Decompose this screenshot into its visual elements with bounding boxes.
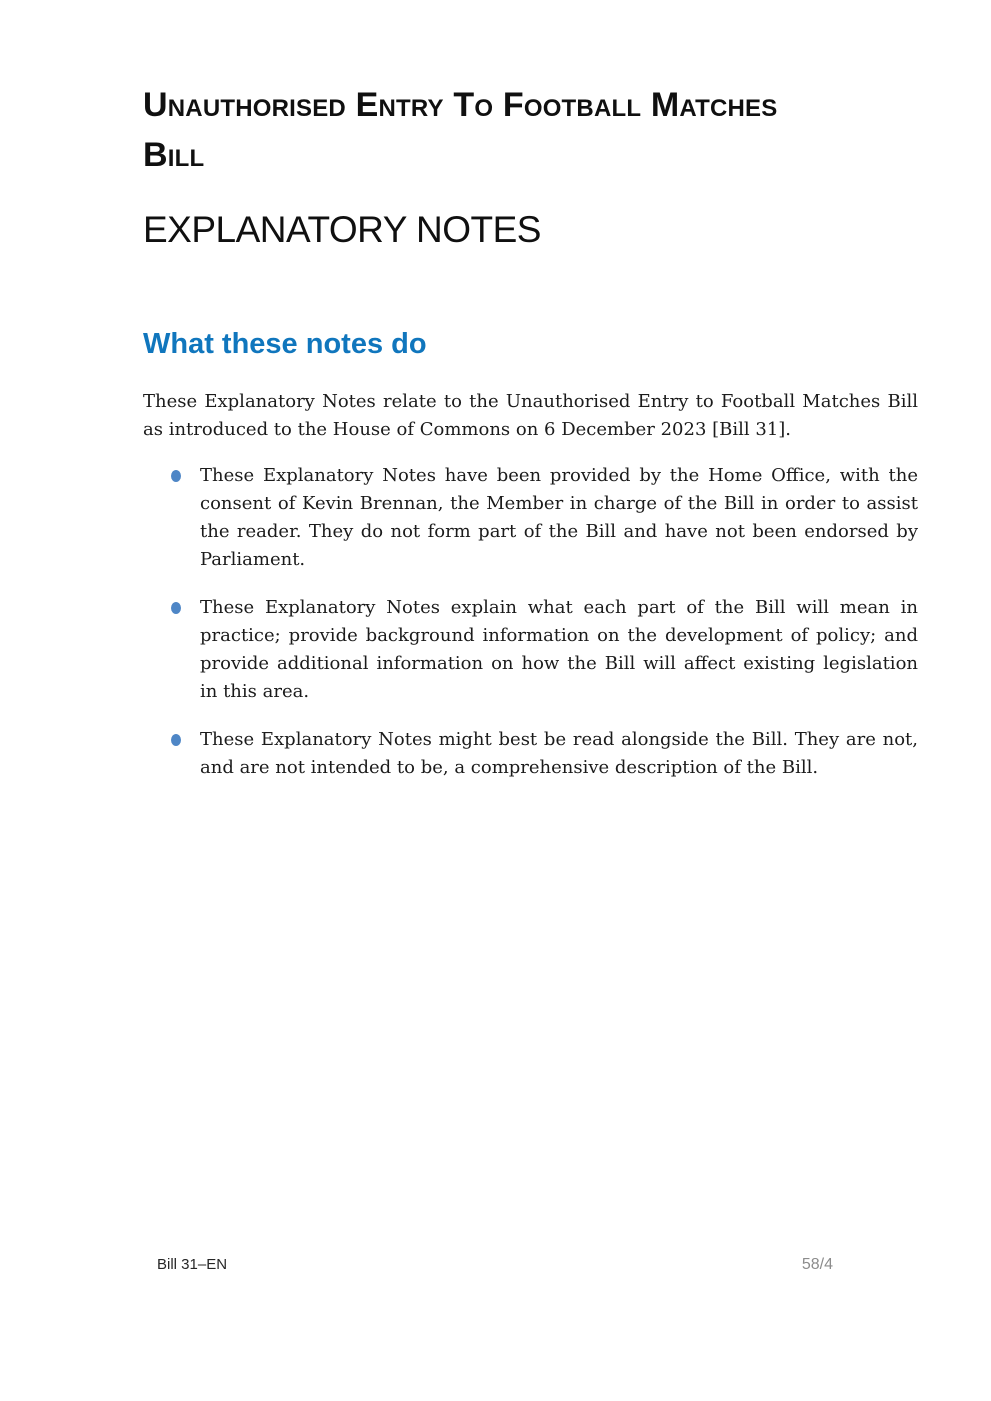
intro-paragraph: These Explanatory Notes relate to the Unauthorised Entry to Football Matches Bill as introduced to the House of Commons on 6 December 2023 [Bill 31].: [143, 391, 918, 440]
doc-title: [143, 80, 918, 180]
bullet-list: [143, 462, 918, 782]
bullet-item-text: These Explanatory Notes have been provided by the Home Office, with the consent of Kevin Brennan, the Member in charge of the Bill in order to assist the reader. They do not form part of the Bill and have not been endorsed by Parliament.: [200, 465, 918, 570]
bullet-item: [143, 462, 918, 574]
footer-session-number: 58/4: [801, 1256, 833, 1273]
bullet-dot-icon: [171, 602, 181, 614]
bullet-item-text: These Explanatory Notes explain what each part of the Bill will mean in practice; provide background information on the development of policy; and provide additional information on how the Bill will affect existing legislation in this area.: [200, 597, 918, 702]
doc-title-line-1: Unauthorised Entry To Football Matches: [143, 86, 778, 124]
footer-bill-reference: Bill 31–EN: [157, 1256, 228, 1273]
page-footer: [157, 1256, 833, 1274]
bullet-dot-icon: [171, 734, 181, 746]
bullet-dot-icon: [171, 470, 181, 482]
bullet-item-text: These Explanatory Notes might best be read alongside the Bill. They are not, and are not intended to be, a comprehensive description of the Bill.: [200, 729, 918, 778]
bullet-item: [143, 594, 918, 706]
doc-subtitle: EXPLANATORY NOTES: [143, 209, 541, 250]
section-heading: What these notes do: [143, 328, 427, 360]
doc-title-line-2: Bill: [143, 136, 205, 174]
bullet-item: [143, 726, 918, 782]
